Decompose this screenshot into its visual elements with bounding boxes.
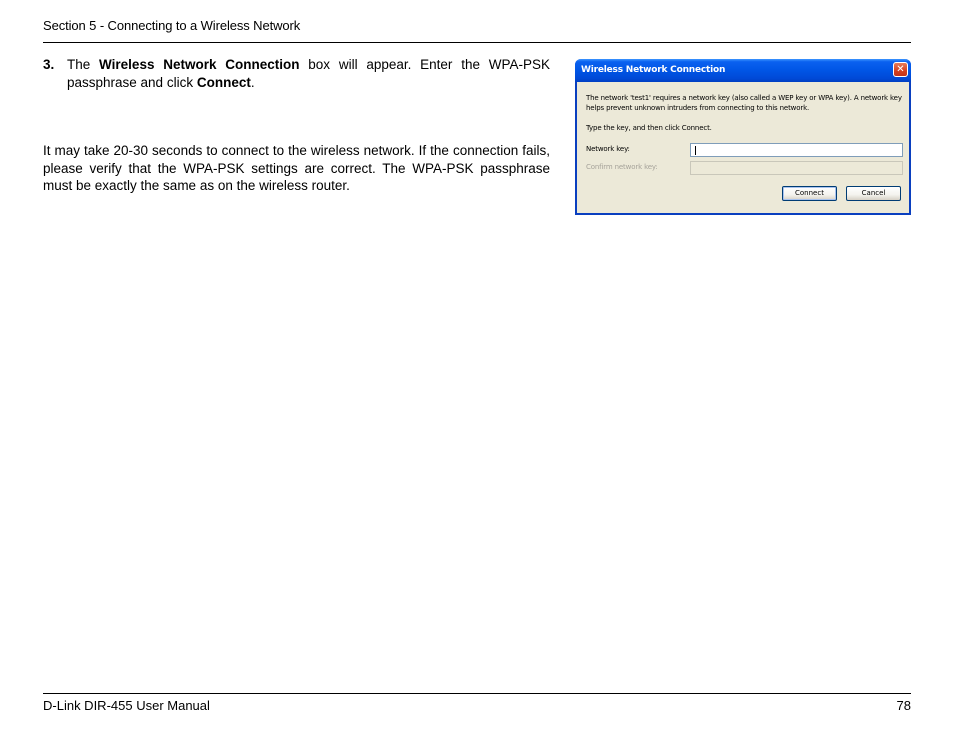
dialog-titlebar xyxy=(575,59,911,82)
header-divider xyxy=(43,42,911,43)
cancel-button[interactable]: Cancel xyxy=(846,186,901,201)
step-bold-dialog-name: Wireless Network Connection xyxy=(99,57,300,72)
step-text xyxy=(67,56,550,91)
step-bold-connect: Connect xyxy=(196,74,251,90)
page-number: 78 xyxy=(896,698,911,713)
dialog-title: Wireless Network Connection xyxy=(581,65,726,75)
step-text-part: box will appear. Enter the WPA-PSK passphrase and click xyxy=(67,57,551,90)
confirm-key-label: Confirm network key: xyxy=(586,163,658,171)
section-header: Section 5 - Connecting to a Wireless Network xyxy=(43,18,301,33)
wireless-connection-dialog xyxy=(575,59,911,215)
text-caret xyxy=(695,146,696,155)
manual-title: D-Link DIR-455 User Manual xyxy=(43,698,210,713)
dialog-instruction: Type the key, and then click Connect. xyxy=(586,124,712,132)
step-text-part: The xyxy=(67,57,100,72)
footer-divider xyxy=(43,693,911,694)
network-key-input[interactable] xyxy=(690,143,903,157)
step-instruction xyxy=(43,56,550,91)
step-text-part: . xyxy=(250,74,255,90)
dialog-description: The network 'test1' requires a network key (also called a WEP key or WPA key). A network key helps prevent unknown intruders from connecting to this network. xyxy=(586,94,902,112)
connect-button[interactable]: Connect xyxy=(782,186,837,201)
connection-note: It may take 20-30 seconds to connect to the wireless network. If the connection fails, please verify that the WPA-PSK settings are correct. The WPA-PSK passphrase must be exactly the same as on the wireless router. xyxy=(43,143,550,193)
step-number: 3. xyxy=(43,57,55,72)
network-key-label: Network key: xyxy=(586,145,630,153)
confirm-key-input[interactable] xyxy=(690,161,903,175)
close-icon[interactable]: ✕ xyxy=(893,62,908,77)
